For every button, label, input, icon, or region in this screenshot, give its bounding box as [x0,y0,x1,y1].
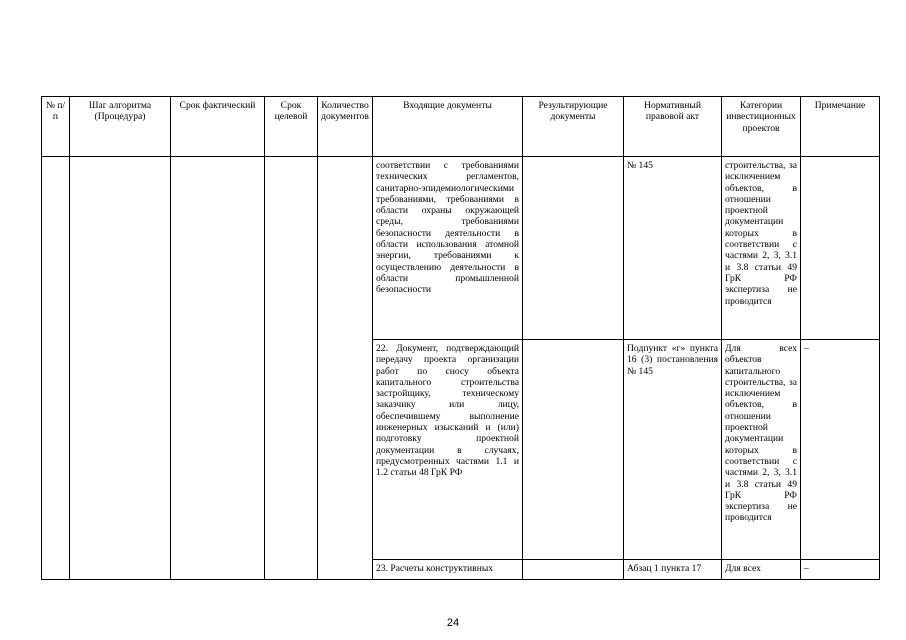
input-docs-cell: соответствии с требованиями технических регламентов, санитарно-эпидемиологическими требованиями, требованиями в области охраны окружающей среды, требованиями безопасности деятельности в области использования атомной энергии, требованиями к осуществлению деятельности в области промышленной безопасности [373,157,523,340]
legal-act-cell: № 145 [624,157,722,340]
procedure-table [41,96,880,580]
header-target-term: Срок целевой [265,97,318,157]
legal-act-cell: Подпункт «г» пункта 16 (3) постановления № 145 [624,340,722,560]
header-step: Шаг алгоритма (Процедура) [70,97,171,157]
header-doc-count: Количество документов [318,97,373,157]
header-actual-term: Срок фактический [171,97,265,157]
step-cell [70,157,171,580]
num-cell [42,157,70,580]
result-docs-cell [523,560,624,580]
header-num: № п/п [42,97,70,157]
result-docs-cell [523,340,624,560]
categories-cell: Для всех объектов капитального строительства, за исключением объектов, в отношении проектной документации которых в соответствии с частями 2, 3, 3.1 и 3.8 статьи 49 ГрК РФ экспертиза не проводится [722,340,801,560]
input-docs-cell: 22. Документ, подтверждающий передачу проекта организации работ по сносу объекта капитального строительства застройщику, техническому заказчику или лицу, обеспечившему выполнение инженерных изысканий и (или) подготовку проектной документации в случаях, предусмотренных частями 1.1 и 1.2 статьи 48 ГрК РФ [373,340,523,560]
table-row [42,157,880,340]
note-cell: – [801,560,880,580]
note-cell: – [801,340,880,560]
header-note: Примечание [801,97,880,157]
table-header-row [42,97,880,157]
target-term-cell [265,157,318,580]
header-categories: Категории инвестиционных проектов [722,97,801,157]
header-result-docs: Результирующие документы [523,97,624,157]
page-number: 24 [446,617,460,629]
input-docs-cell: 23. Расчеты конструктивных [373,560,523,580]
header-legal-act: Нормативный правовой акт [624,97,722,157]
categories-cell: Для всех [722,560,801,580]
doc-count-cell [318,157,373,580]
header-input-docs: Входящие документы [373,97,523,157]
note-cell [801,157,880,340]
actual-term-cell [171,157,265,580]
categories-cell: строительства, за исключением объектов, в отношении проектной документации которых в соответствии с частями 2, 3, 3.1 и 3.8 статьи 49 ГрК РФ экспертиза не проводится [722,157,801,340]
result-docs-cell [523,157,624,340]
legal-act-cell: Абзац 1 пункта 17 [624,560,722,580]
